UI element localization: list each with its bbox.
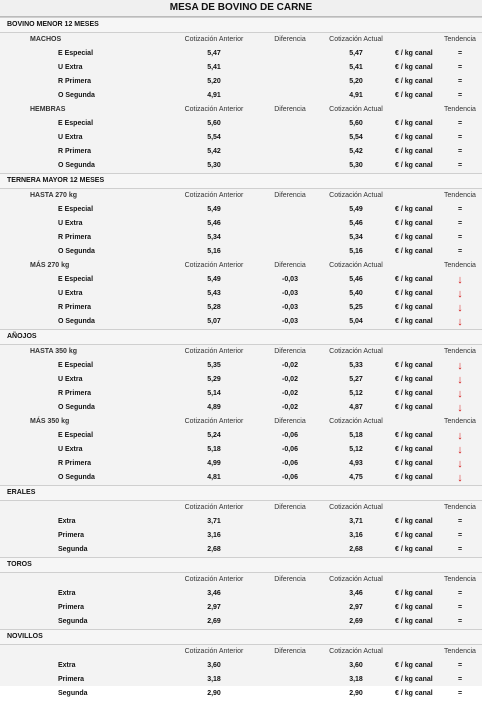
trend-equal-icon: = <box>457 92 463 99</box>
row-label: Segunda <box>58 546 88 553</box>
table-row <box>0 543 482 557</box>
header-anterior: Cotización Anterior <box>184 262 244 269</box>
unidad: € / kg canal <box>395 64 433 71</box>
row-label: O Segunda <box>58 474 95 481</box>
cotizacion-actual: 5,18 <box>349 432 363 439</box>
cotizacion-anterior: 5,46 <box>207 220 221 227</box>
diferencia: -0,03 <box>282 290 298 297</box>
diferencia: -0,02 <box>282 376 298 383</box>
unidad: € / kg canal <box>395 276 433 283</box>
header-tendencia: Tendencia <box>444 106 476 113</box>
table-row <box>0 429 482 443</box>
cotizacion-anterior: 3,71 <box>207 518 221 525</box>
trend-equal-icon: = <box>457 234 463 241</box>
cotizacion-anterior: 4,89 <box>207 404 221 411</box>
row-label: Primera <box>58 676 85 683</box>
page-title: MESA DE BOVINO DE CARNE <box>0 0 482 17</box>
cotizacion-actual: 5,40 <box>349 290 363 297</box>
cotizacion-actual: 3,71 <box>349 518 363 525</box>
header-diferencia: Diferencia <box>274 106 306 113</box>
trend-equal-icon: = <box>457 518 463 525</box>
table-row <box>0 373 482 387</box>
table-row <box>0 315 482 329</box>
unidad: € / kg canal <box>395 206 433 213</box>
trend-equal-icon: = <box>457 546 463 553</box>
unidad: € / kg canal <box>395 162 433 169</box>
trend-down-arrow-icon: ↓ <box>457 402 463 414</box>
row-label: U Extra <box>58 446 83 453</box>
row-label: Extra <box>58 590 76 597</box>
cotizacion-actual: 5,30 <box>349 162 363 169</box>
unidad: € / kg canal <box>395 362 433 369</box>
header-anterior: Cotización Anterior <box>184 418 244 425</box>
cotizacion-anterior: 3,46 <box>207 590 221 597</box>
section-header: ERALES <box>0 485 482 501</box>
unidad: € / kg canal <box>395 474 433 481</box>
column-header-row <box>0 645 482 659</box>
header-anterior: Cotización Anterior <box>184 106 244 113</box>
table-row <box>0 131 482 145</box>
header-diferencia: Diferencia <box>274 648 306 655</box>
trend-equal-icon: = <box>457 532 463 539</box>
column-header-row <box>0 501 482 515</box>
row-label: R Primera <box>58 78 92 85</box>
header-diferencia: Diferencia <box>274 576 306 583</box>
table-row <box>0 145 482 159</box>
unidad: € / kg canal <box>395 546 433 553</box>
cotizacion-anterior: 5,49 <box>207 276 221 283</box>
cotizacion-actual: 3,46 <box>349 590 363 597</box>
unidad: € / kg canal <box>395 304 433 311</box>
cotizacion-anterior: 5,49 <box>207 206 221 213</box>
table-row <box>0 217 482 231</box>
trend-equal-icon: = <box>457 120 463 127</box>
trend-down-arrow-icon: ↓ <box>457 316 463 328</box>
header-diferencia: Diferencia <box>274 418 306 425</box>
header-anterior: Cotización Anterior <box>184 576 244 583</box>
cotizacion-actual: 2,68 <box>349 546 363 553</box>
header-diferencia: Diferencia <box>274 348 306 355</box>
cotizacion-actual: 5,49 <box>349 206 363 213</box>
column-header-row <box>0 573 482 587</box>
diferencia: -0,03 <box>282 318 298 325</box>
header-tendencia: Tendencia <box>444 192 476 199</box>
unidad: € / kg canal <box>395 662 433 669</box>
unidad: € / kg canal <box>395 134 433 141</box>
table-row <box>0 387 482 401</box>
cotizacion-actual: 3,18 <box>349 676 363 683</box>
cotizacion-actual: 5,60 <box>349 120 363 127</box>
unidad: € / kg canal <box>395 460 433 467</box>
cotizacion-anterior: 4,81 <box>207 474 221 481</box>
cotizacion-anterior: 4,99 <box>207 460 221 467</box>
table-row <box>0 601 482 615</box>
trend-equal-icon: = <box>457 50 463 57</box>
header-tendencia: Tendencia <box>444 262 476 269</box>
cotizacion-actual: 5,33 <box>349 362 363 369</box>
trend-equal-icon: = <box>457 618 463 625</box>
trend-equal-icon: = <box>457 690 463 697</box>
table-row <box>0 443 482 457</box>
cotizacion-anterior: 5,35 <box>207 362 221 369</box>
table-row <box>0 471 482 485</box>
row-label: O Segunda <box>58 92 95 99</box>
cotizacion-anterior: 2,90 <box>207 690 221 697</box>
unidad: € / kg canal <box>395 318 433 325</box>
trend-down-arrow-icon: ↓ <box>457 458 463 470</box>
row-label: R Primera <box>58 148 92 155</box>
cotizacion-anterior: 5,16 <box>207 248 221 255</box>
header-anterior: Cotización Anterior <box>184 504 244 511</box>
trend-down-arrow-icon: ↓ <box>457 374 463 386</box>
table-row <box>0 587 482 601</box>
row-label: Extra <box>58 662 76 669</box>
column-header-row <box>0 33 482 47</box>
table-row <box>0 231 482 245</box>
unidad: € / kg canal <box>395 220 433 227</box>
unidad: € / kg canal <box>395 248 433 255</box>
row-label: R Primera <box>58 234 92 241</box>
row-label: Segunda <box>58 690 88 697</box>
cotizacion-actual: 5,34 <box>349 234 363 241</box>
cotizacion-anterior: 5,54 <box>207 134 221 141</box>
row-label: Segunda <box>58 618 88 625</box>
cotizacion-anterior: 5,14 <box>207 390 221 397</box>
unidad: € / kg canal <box>395 604 433 611</box>
trend-equal-icon: = <box>457 162 463 169</box>
unidad: € / kg canal <box>395 376 433 383</box>
group-label: MÁS 350 kg <box>30 418 70 425</box>
row-label: U Extra <box>58 220 83 227</box>
cotizacion-anterior: 5,28 <box>207 304 221 311</box>
cotizacion-actual: 5,41 <box>349 64 363 71</box>
cotizacion-anterior: 5,41 <box>207 64 221 71</box>
row-label: R Primera <box>58 304 92 311</box>
row-label: E Especial <box>58 362 94 369</box>
unidad: € / kg canal <box>395 446 433 453</box>
cotizacion-anterior: 3,16 <box>207 532 221 539</box>
cotizacion-actual: 4,91 <box>349 92 363 99</box>
table-row <box>0 515 482 529</box>
column-header-row <box>0 345 482 359</box>
header-actual: Cotización Actual <box>329 192 383 199</box>
group-label: MACHOS <box>30 36 62 43</box>
row-label: E Especial <box>58 50 94 57</box>
row-label: E Especial <box>58 276 94 283</box>
cotizacion-actual: 5,47 <box>349 50 363 57</box>
table-row <box>0 203 482 217</box>
table-row <box>0 673 482 687</box>
cotizacion-actual: 5,27 <box>349 376 363 383</box>
row-label: O Segunda <box>58 248 95 255</box>
row-label: R Primera <box>58 390 92 397</box>
unidad: € / kg canal <box>395 390 433 397</box>
column-header-row <box>0 189 482 203</box>
trend-down-arrow-icon: ↓ <box>457 360 463 372</box>
trend-equal-icon: = <box>457 64 463 71</box>
cotizacion-actual: 5,54 <box>349 134 363 141</box>
header-diferencia: Diferencia <box>274 36 306 43</box>
table-row <box>0 245 482 259</box>
diferencia: -0,02 <box>282 362 298 369</box>
trend-equal-icon: = <box>457 604 463 611</box>
trend-down-arrow-icon: ↓ <box>457 444 463 456</box>
table-row <box>0 529 482 543</box>
table-row <box>0 301 482 315</box>
cotizacion-actual: 4,75 <box>349 474 363 481</box>
trend-equal-icon: = <box>457 590 463 597</box>
unidad: € / kg canal <box>395 432 433 439</box>
cotizacion-anterior: 5,42 <box>207 148 221 155</box>
trend-equal-icon: = <box>457 78 463 85</box>
cotizacion-anterior: 3,18 <box>207 676 221 683</box>
cotizacion-anterior: 5,07 <box>207 318 221 325</box>
header-actual: Cotización Actual <box>329 576 383 583</box>
group-label: MÁS 270 kg <box>30 262 70 269</box>
section-header: NOVILLOS <box>0 629 482 645</box>
unidad: € / kg canal <box>395 78 433 85</box>
header-actual: Cotización Actual <box>329 504 383 511</box>
trend-equal-icon: = <box>457 662 463 669</box>
row-label: O Segunda <box>58 318 95 325</box>
cotizacion-actual: 5,12 <box>349 446 363 453</box>
header-tendencia: Tendencia <box>444 418 476 425</box>
header-actual: Cotización Actual <box>329 348 383 355</box>
unidad: € / kg canal <box>395 148 433 155</box>
diferencia: -0,02 <box>282 390 298 397</box>
table-row <box>0 89 482 103</box>
header-anterior: Cotización Anterior <box>184 192 244 199</box>
row-label: U Extra <box>58 376 83 383</box>
row-label: O Segunda <box>58 404 95 411</box>
unidad: € / kg canal <box>395 120 433 127</box>
header-anterior: Cotización Anterior <box>184 648 244 655</box>
diferencia: -0,03 <box>282 276 298 283</box>
row-label: E Especial <box>58 206 94 213</box>
trend-down-arrow-icon: ↓ <box>457 472 463 484</box>
header-actual: Cotización Actual <box>329 262 383 269</box>
diferencia: -0,06 <box>282 446 298 453</box>
trend-equal-icon: = <box>457 148 463 155</box>
cotizacion-actual: 5,16 <box>349 248 363 255</box>
cotizacion-anterior: 5,43 <box>207 290 221 297</box>
cotizacion-anterior: 5,18 <box>207 446 221 453</box>
row-label: U Extra <box>58 134 83 141</box>
unidad: € / kg canal <box>395 532 433 539</box>
header-diferencia: Diferencia <box>274 192 306 199</box>
trend-equal-icon: = <box>457 248 463 255</box>
row-label: U Extra <box>58 64 83 71</box>
column-header-row <box>0 259 482 273</box>
header-diferencia: Diferencia <box>274 262 306 269</box>
group-label: HASTA 350 kg <box>30 348 78 355</box>
header-actual: Cotización Actual <box>329 418 383 425</box>
unidad: € / kg canal <box>395 676 433 683</box>
cotizacion-actual: 5,42 <box>349 148 363 155</box>
trend-down-arrow-icon: ↓ <box>457 302 463 314</box>
row-label: O Segunda <box>58 162 95 169</box>
trend-down-arrow-icon: ↓ <box>457 388 463 400</box>
trend-equal-icon: = <box>457 134 463 141</box>
cotizacion-anterior: 5,29 <box>207 376 221 383</box>
header-tendencia: Tendencia <box>444 36 476 43</box>
row-label: R Primera <box>58 460 92 467</box>
column-header-row <box>0 103 482 117</box>
cotizacion-actual: 4,93 <box>349 460 363 467</box>
cotizacion-actual: 4,87 <box>349 404 363 411</box>
trend-down-arrow-icon: ↓ <box>457 430 463 442</box>
cotizacion-actual: 5,20 <box>349 78 363 85</box>
cotizacion-actual: 3,60 <box>349 662 363 669</box>
diferencia: -0,06 <box>282 460 298 467</box>
cotizacion-anterior: 4,91 <box>207 92 221 99</box>
table-row <box>0 117 482 131</box>
unidad: € / kg canal <box>395 234 433 241</box>
diferencia: -0,06 <box>282 432 298 439</box>
row-label: Primera <box>58 604 85 611</box>
header-tendencia: Tendencia <box>444 348 476 355</box>
row-label: E Especial <box>58 120 94 127</box>
cotizacion-anterior: 5,20 <box>207 78 221 85</box>
cotizacion-actual: 5,25 <box>349 304 363 311</box>
table-row <box>0 457 482 471</box>
table-row <box>0 159 482 173</box>
header-actual: Cotización Actual <box>329 36 383 43</box>
header-actual: Cotización Actual <box>329 648 383 655</box>
unidad: € / kg canal <box>395 690 433 697</box>
group-label: HEMBRAS <box>30 106 66 113</box>
header-anterior: Cotización Anterior <box>184 36 244 43</box>
table-row <box>0 61 482 75</box>
unidad: € / kg canal <box>395 590 433 597</box>
table-row <box>0 287 482 301</box>
section-header: AÑOJOS <box>0 329 482 345</box>
header-anterior: Cotización Anterior <box>184 348 244 355</box>
column-header-row <box>0 415 482 429</box>
row-label: E Especial <box>58 432 94 439</box>
table-row <box>0 659 482 673</box>
cotizacion-anterior: 5,24 <box>207 432 221 439</box>
group-label: HASTA 270 kg <box>30 192 78 199</box>
cotizacion-anterior: 2,69 <box>207 618 221 625</box>
unidad: € / kg canal <box>395 50 433 57</box>
table-row <box>0 687 482 701</box>
table-row <box>0 401 482 415</box>
cotizacion-actual: 5,12 <box>349 390 363 397</box>
cotizacion-actual: 2,69 <box>349 618 363 625</box>
cotizacion-actual: 2,97 <box>349 604 363 611</box>
section-header: TOROS <box>0 557 482 573</box>
trend-down-arrow-icon: ↓ <box>457 288 463 300</box>
cotizacion-actual: 3,16 <box>349 532 363 539</box>
cotizacion-anterior: 2,97 <box>207 604 221 611</box>
header-actual: Cotización Actual <box>329 106 383 113</box>
table-row <box>0 75 482 89</box>
unidad: € / kg canal <box>395 290 433 297</box>
trend-down-arrow-icon: ↓ <box>457 274 463 286</box>
cotizacion-actual: 2,90 <box>349 690 363 697</box>
unidad: € / kg canal <box>395 404 433 411</box>
trend-equal-icon: = <box>457 220 463 227</box>
cotizacion-anterior: 2,68 <box>207 546 221 553</box>
cotizacion-anterior: 5,60 <box>207 120 221 127</box>
diferencia: -0,03 <box>282 304 298 311</box>
unidad: € / kg canal <box>395 618 433 625</box>
table-row <box>0 47 482 61</box>
cotizacion-anterior: 5,34 <box>207 234 221 241</box>
diferencia: -0,02 <box>282 404 298 411</box>
trend-equal-icon: = <box>457 206 463 213</box>
header-tendencia: Tendencia <box>444 504 476 511</box>
row-label: U Extra <box>58 290 83 297</box>
header-tendencia: Tendencia <box>444 648 476 655</box>
cotizacion-anterior: 5,30 <box>207 162 221 169</box>
section-header: TERNERA MAYOR 12 MESES <box>0 173 482 189</box>
row-label: Extra <box>58 518 76 525</box>
section-header: BOVINO MENOR 12 MESES <box>0 17 482 33</box>
cotizacion-actual: 5,46 <box>349 220 363 227</box>
header-tendencia: Tendencia <box>444 576 476 583</box>
price-table <box>0 17 482 701</box>
table-row <box>0 359 482 373</box>
cotizacion-anterior: 3,60 <box>207 662 221 669</box>
diferencia: -0,06 <box>282 474 298 481</box>
trend-equal-icon: = <box>457 676 463 683</box>
unidad: € / kg canal <box>395 92 433 99</box>
header-diferencia: Diferencia <box>274 504 306 511</box>
unidad: € / kg canal <box>395 518 433 525</box>
cotizacion-actual: 5,46 <box>349 276 363 283</box>
cotizacion-anterior: 5,47 <box>207 50 221 57</box>
table-row <box>0 615 482 629</box>
cotizacion-actual: 5,04 <box>349 318 363 325</box>
row-label: Primera <box>58 532 85 539</box>
table-row <box>0 273 482 287</box>
